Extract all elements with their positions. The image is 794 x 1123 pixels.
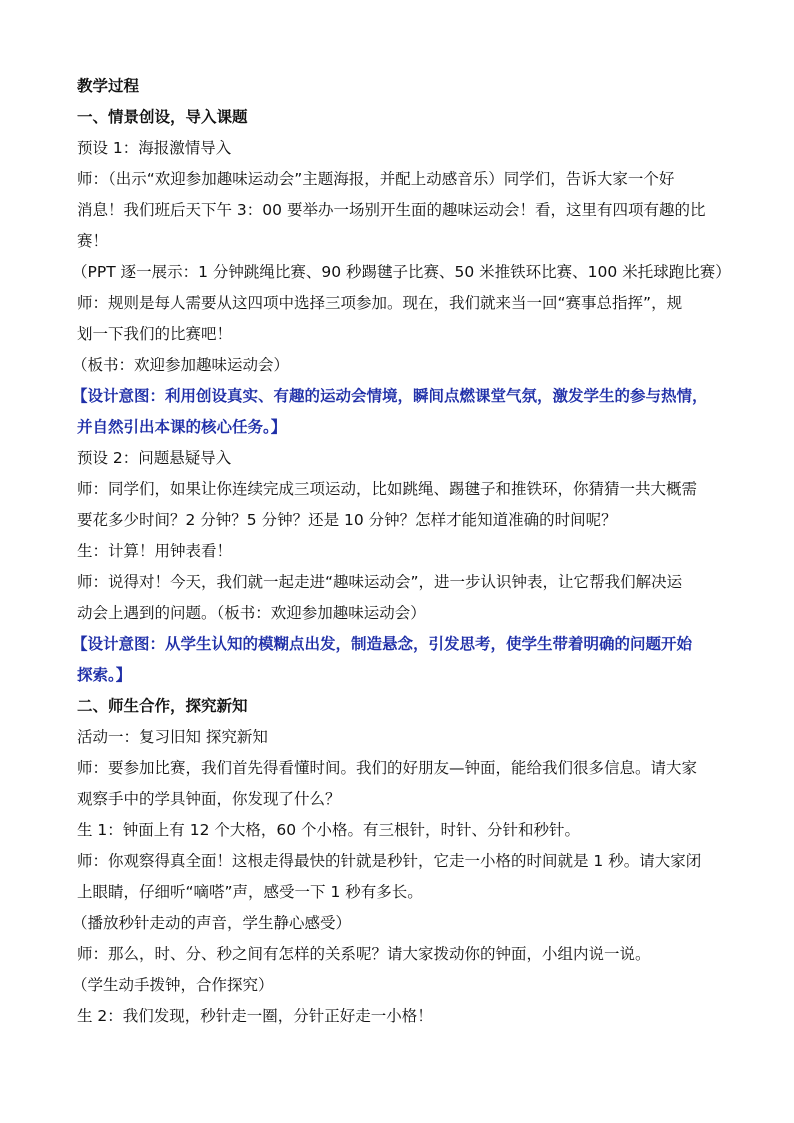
preset-1-label: 预设 1：海报激情导入 [77, 139, 232, 157]
paragraph-line: 观察手中的学具钟面，你发现了什么？ [77, 790, 341, 808]
paragraph-line: 师：要参加比赛，我们首先得看懂时间。我们的好朋友—钟面，能给我们很多信息。请大家 [77, 759, 698, 777]
page-title: 教学过程 [77, 77, 140, 95]
paragraph-line: 划一下我们的比赛吧！ [77, 325, 233, 343]
student-reply: 生 2：我们发现，秒针走一圈，分针正好走一小格！ [77, 1007, 433, 1025]
section-heading-2: 二、师生合作，探究新知 [77, 697, 248, 715]
paragraph-line: 上眼睛，仔细听“嘀嗒”声，感受一下 1 秒有多长。 [77, 883, 423, 901]
paragraph-line: 消息！我们班后天下午 3：00 要举办一场别开生面的趣味运动会！看，这里有四项有趣的比 [77, 201, 706, 219]
paragraph-line: 要花多少时间？2 分钟？5 分钟？还是 10 分钟？怎样才能知道准确的时间呢？ [77, 511, 617, 529]
paragraph-line: 赛！ [77, 232, 109, 250]
design-intent: 探索。】 [77, 666, 132, 684]
board-note: （板书：欢迎参加趣味运动会） [72, 356, 290, 374]
play-note: （播放秒针走动的声音，学生静心感受） [72, 914, 352, 932]
section-heading-1: 一、情景创设，导入课题 [77, 108, 248, 126]
paragraph-line: 师：你观察得真全面！这根走得最快的针就是秒针，它走一小格的时间就是 1 秒。请大家闭 [77, 852, 702, 870]
paragraph-line: 师：规则是每人需要从这四项中选择三项参加。现在，我们就来当一回“赛事总指挥”，规 [77, 294, 683, 312]
hands-on-note: （学生动手拨钟，合作探究） [72, 976, 274, 994]
paragraph-line: 师：说得对！今天，我们就一起走进“趣味运动会”，进一步认识钟表，让它帮我们解决运 [77, 573, 683, 591]
paragraph-line: 师：（出示“欢迎参加趣味运动会”主题海报，并配上动感音乐）同学们，告诉大家一个好 [77, 170, 675, 188]
design-intent: 【设计意图：从学生认知的模糊点出发，制造悬念，引发思考，使学生带着明确的问题开始 [72, 635, 693, 653]
activity-label: 活动一：复习旧知 探究新知 [77, 728, 268, 746]
preset-2-label: 预设 2：问题悬疑导入 [77, 449, 232, 467]
paragraph-line: 师：同学们，如果让你连续完成三项运动，比如跳绳、踢毽子和推铁环，你猜猜一共大概需 [77, 480, 698, 498]
paragraph-line: 动会上遇到的问题。（板书：欢迎参加趣味运动会） [77, 604, 426, 622]
student-reply: 生 1：钟面上有 12 个大格，60 个小格。有三根针，时针、分针和秒针。 [77, 821, 581, 839]
ppt-note: （PPT 逐一展示：1 分钟跳绳比赛、90 秒踢毽子比赛、50 米推铁环比赛、100 米托球跑比赛） [72, 263, 731, 281]
design-intent: 【设计意图：利用创设真实、有趣的运动会情境，瞬间点燃课堂气氛，激发学生的参与热情， [72, 387, 708, 405]
student-reply: 生：计算！用钟表看！ [77, 542, 233, 560]
paragraph-line: 师：那么，时、分、秒之间有怎样的关系呢？请大家拨动你的钟面，小组内说一说。 [77, 945, 651, 963]
design-intent: 并自然引出本课的核心任务。】 [77, 418, 287, 436]
